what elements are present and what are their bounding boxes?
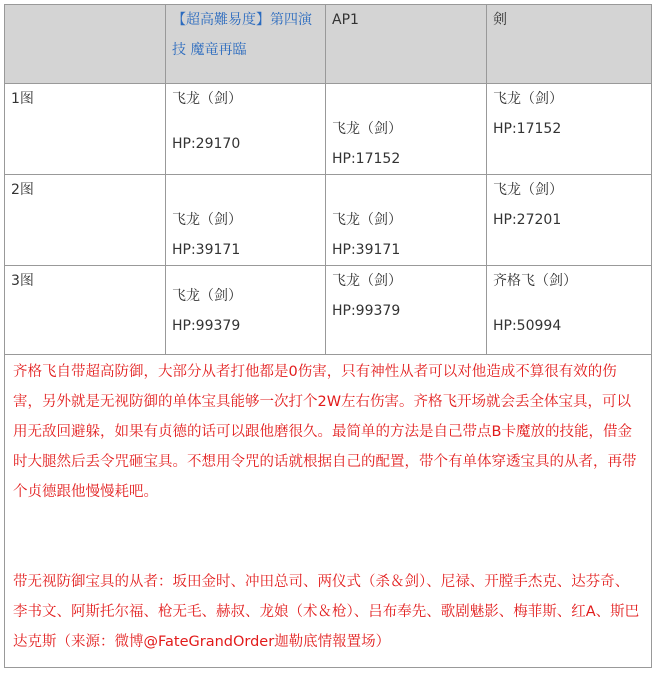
row-label: 1图 xyxy=(5,84,166,175)
enemy-hp: HP:99379 xyxy=(332,303,401,319)
row-label: 2图 xyxy=(5,175,166,266)
enemy-cell xyxy=(166,266,326,355)
enemy-hp: HP:39171 xyxy=(172,242,241,258)
enemy-cell xyxy=(166,84,326,175)
enemy-hp: HP:50994 xyxy=(493,318,562,334)
table-row xyxy=(5,266,652,355)
quest-table xyxy=(4,4,652,668)
enemy-name: 飞龙（剑） xyxy=(493,182,563,198)
enemy-cell xyxy=(487,266,652,355)
enemy-hp: HP:17152 xyxy=(493,121,562,137)
header-cell-class: 剣 xyxy=(487,5,652,84)
header-row xyxy=(5,5,652,84)
enemy-hp: HP:27201 xyxy=(493,212,562,228)
table-row xyxy=(5,175,652,266)
enemy-name: 飞龙（剑） xyxy=(172,91,242,107)
header-cell-empty xyxy=(5,5,166,84)
note-paragraph-2: 带无视防御宝具的从者：坂田金时、冲田总司、两仪式（杀＆剑）、尼禄、开膛手杰克、达芬奇、李书文、阿斯托尔福、枪无毛、赫叔、龙娘（术＆枪）、吕布奉先、歌剧魅影、梅菲斯、红A、斯巴达克斯（来源：微博@FateGrandOrder迦勒底情報置场） xyxy=(13,574,640,650)
enemy-hp: HP:17152 xyxy=(332,151,401,167)
enemy-name: 飞龙（剑） xyxy=(172,288,242,304)
header-cell-ap: AP1 xyxy=(326,5,487,84)
header-cell-quest-title: 【超高難易度】第四演技 魔竜再臨 xyxy=(166,5,326,84)
enemy-cell xyxy=(326,175,487,266)
table-row xyxy=(5,84,652,175)
enemy-hp: HP:39171 xyxy=(332,242,401,258)
enemy-hp: HP:99379 xyxy=(172,318,241,334)
strategy-notes xyxy=(5,355,652,668)
enemy-name: 飞龙（剑） xyxy=(332,212,402,228)
enemy-hp: HP:29170 xyxy=(172,136,241,152)
enemy-name: 飞龙（剑） xyxy=(493,91,563,107)
notes-row xyxy=(5,355,652,668)
row-label: 3图 xyxy=(5,266,166,355)
enemy-cell xyxy=(166,175,326,266)
enemy-name: 飞龙（剑） xyxy=(172,212,242,228)
enemy-name: 飞龙（剑） xyxy=(332,121,402,137)
enemy-name: 飞龙（剑） xyxy=(332,273,402,289)
enemy-cell xyxy=(326,266,487,355)
enemy-cell xyxy=(487,175,652,266)
enemy-name: 齐格飞（剑） xyxy=(493,273,577,289)
note-paragraph-1: 齐格飞自带超高防御，大部分从者打他都是0伤害，只有神性从者可以对他造成不算很有效的伤害，另外就是无视防御的单体宝具能够一次打个2W左右伤害。齐格飞开场就会丢全体宝具，可以用无敌回避躲，如果有贞德的话可以跟他磨很久。最简单的方法是自己带点B卡魔放的技能，借金时大腿然后丢令咒砸宝具。不想用令咒的话就根据自己的配置，带个有单体穿透宝具的从者，再带个贞德跟他慢慢耗吧。 xyxy=(13,364,637,500)
enemy-cell xyxy=(487,84,652,175)
enemy-cell xyxy=(326,84,487,175)
